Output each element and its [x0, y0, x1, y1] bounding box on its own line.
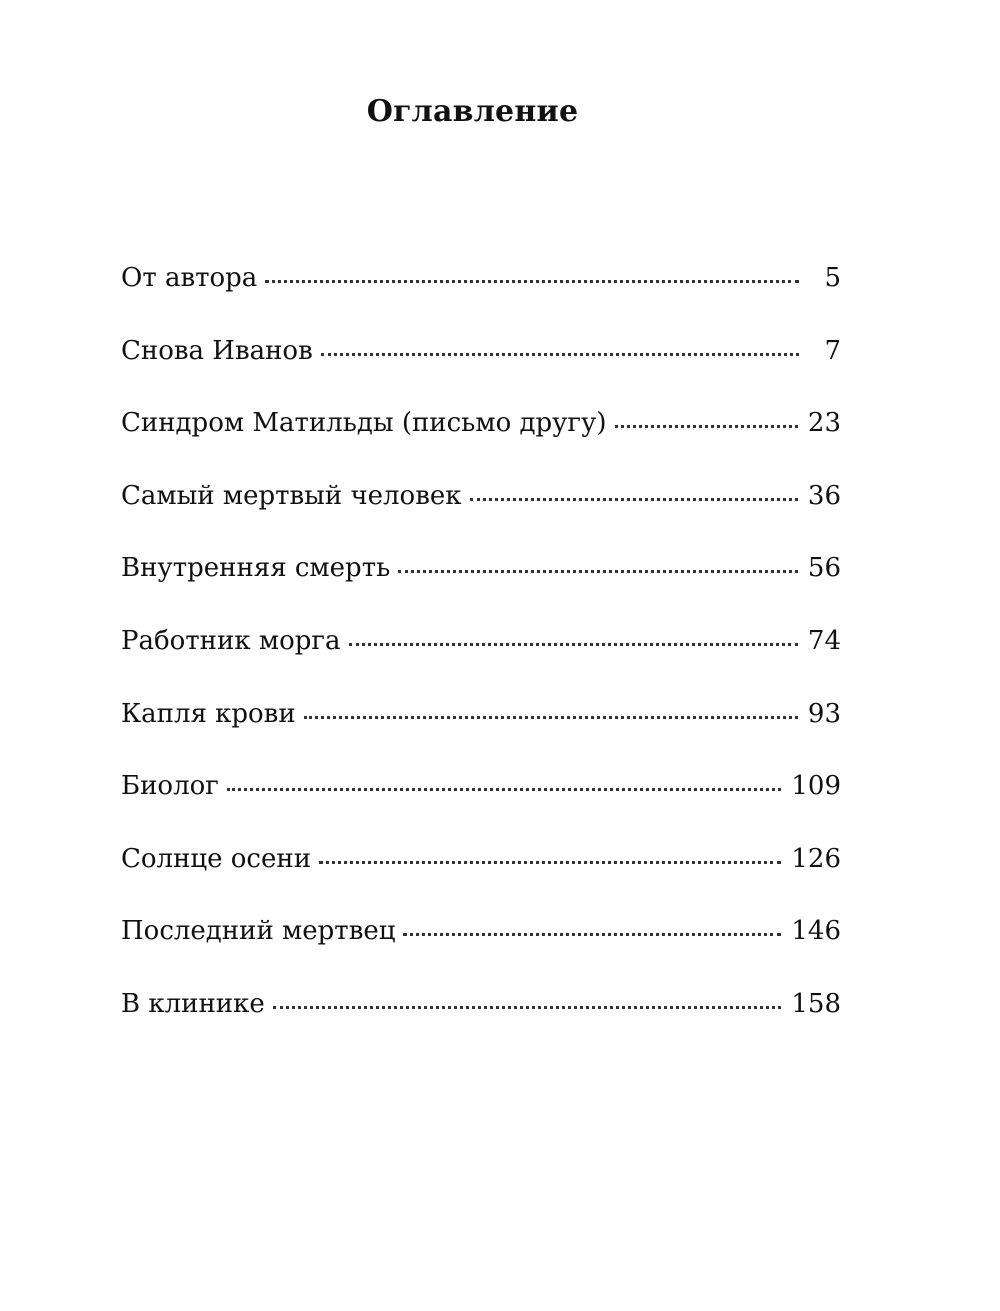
dot-leader	[615, 405, 798, 431]
toc-entry	[121, 405, 841, 478]
toc-entry	[121, 333, 841, 406]
dot-leader	[403, 913, 781, 939]
toc-entry-title: От автора	[121, 263, 258, 293]
toc-entry-title: В клинике	[121, 988, 265, 1019]
dot-leader	[265, 260, 799, 286]
toc-entry	[121, 768, 841, 841]
toc-entry-title: Внутренняя смерть	[121, 553, 391, 584]
toc-entry-page: 5	[824, 263, 841, 293]
toc-entry	[121, 696, 841, 769]
toc-entry	[121, 913, 841, 986]
dot-leader	[319, 841, 781, 867]
toc-entry-title: Солнце осени	[121, 843, 312, 874]
toc-entry-page: 146	[791, 916, 841, 947]
dot-leader	[398, 550, 798, 576]
toc-entry-page: 56	[807, 553, 841, 584]
dot-leader	[349, 623, 798, 649]
toc-entry-title: Капля крови	[121, 698, 296, 729]
toc-entry-page: 7	[824, 335, 841, 366]
toc-entry-title: Работник морга	[121, 625, 341, 656]
toc-entry-page: 74	[807, 625, 841, 656]
dot-leader	[227, 768, 781, 794]
dot-leader	[273, 986, 782, 1012]
toc-entry	[121, 986, 841, 1059]
dot-leader	[321, 333, 799, 359]
toc-entry-page: 36	[807, 480, 841, 511]
toc-entry-page: 109	[791, 771, 841, 802]
toc-entry	[121, 260, 841, 333]
toc-entry	[121, 841, 841, 914]
toc-entry-title: Последний мертвец	[121, 916, 396, 947]
toc-entry-title: Биолог	[121, 771, 219, 802]
toc-entry-title: Синдром Матильды (письмо другу)	[121, 408, 607, 439]
toc-entry-page: 158	[791, 988, 841, 1019]
dot-leader	[304, 696, 798, 722]
toc-entry	[121, 623, 841, 696]
table-of-contents	[121, 260, 841, 1059]
toc-entry	[121, 478, 841, 551]
toc-entry-page: 23	[807, 408, 841, 439]
toc-entry-title: Снова Иванов	[121, 335, 313, 366]
toc-entry-page: 93	[807, 698, 841, 729]
toc-entry-title: Самый мертвый человек	[121, 480, 462, 511]
dot-leader	[470, 478, 798, 504]
page-title: Оглавление	[366, 94, 579, 130]
toc-entry	[121, 550, 841, 623]
toc-entry-page: 126	[791, 843, 841, 874]
